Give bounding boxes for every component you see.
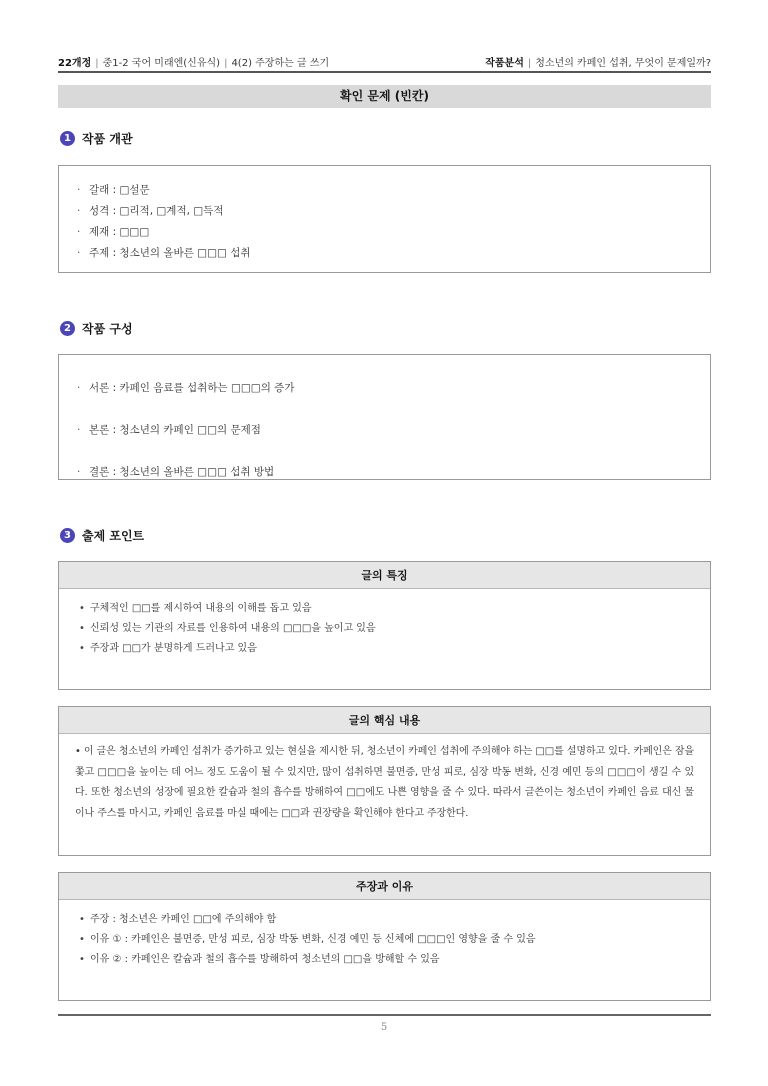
header-unit: 4(2) 주장하는 글 쓰기 [231, 58, 330, 69]
list-item: · 서론 : 카페인 음료를 섭취하는 □□□의 증가 [77, 367, 710, 409]
features-box [58, 561, 711, 690]
section-heading-structure [60, 318, 133, 338]
list-item: · 본론 : 청소년의 카페인 □□의 문제점 [77, 409, 710, 451]
features-heading: 글의 특징 [59, 562, 710, 589]
section-heading-overview [60, 128, 133, 148]
section-title: 작품 개관 [82, 131, 133, 146]
header-right [485, 54, 711, 69]
header-separator: | [224, 58, 228, 69]
list-item: • 신뢰성 있는 기관의 자료를 인용하여 내용의 □□□을 높이고 있음 [79, 619, 710, 639]
list-item: • 구체적인 □□를 제시하여 내용의 이해를 돕고 있음 [79, 599, 710, 619]
list-item: · 결론 : 청소년의 올바른 □□□ 섭취 방법 [77, 451, 710, 493]
overview-list [77, 180, 710, 264]
list-item: • 이유 ② : 카페인은 칼슘과 철의 흡수를 방해하여 청소년의 □□을 방해할 수 있음 [79, 950, 710, 970]
header-curriculum: 22개정 [58, 58, 92, 69]
footer-rule [58, 1014, 711, 1016]
structure-list [77, 367, 710, 493]
features-list [59, 589, 710, 659]
list-item: · 성격 : □리적, □계적, □득적 [77, 201, 710, 222]
section-number-badge: 1 [60, 131, 75, 146]
list-item: · 주제 : 청소년의 올바른 □□□ 섭취 [77, 243, 710, 264]
core-content-box [58, 706, 711, 856]
header-separator: | [527, 58, 532, 69]
list-item: • 주장 : 청소년은 카페인 □□에 주의해야 함 [79, 910, 710, 930]
list-item: • 이유 ① : 카페인은 불면증, 만성 피로, 심장 박동 변화, 신경 예민 등 신체에 □□□인 영향을 줄 수 있음 [79, 930, 710, 950]
overview-box [58, 165, 711, 273]
page-title: 확인 문제 (빈칸) [58, 85, 711, 108]
header-work-title: 청소년의 카페인 섭취, 무엇이 문제일까? [535, 58, 711, 69]
core-paragraph: • 이 글은 청소년의 카페인 섭취가 증가하고 있는 현실을 제시한 뒤, 청소년이 카페인 섭취에 주의해야 하는 □□를 설명하고 있다. 카페인은 잠을 쫓고 □□□을 높이는 데 어느 정도 도움이 될 수 있지만, 많이 섭취하면 불면증, 만성 피로, 심장 박동 변화, 신경 예민 등의 □□□이 생길 수 있다. 또한 청소년의 성장에 필요한 칼슘과 철의 흡수를 방해하여 □□에도 나쁜 영향을 줄 수 있다. 따라서 글쓴이는 청소년이 카페인 음료 대신 물이나 주스를 마시고, 카페인 음료를 마실 때에는 □□과 권장량을 확인해야 한다고 주장한다. [75, 746, 694, 819]
header-separator: | [95, 58, 99, 69]
list-item: · 갈래 : □설문 [77, 180, 710, 201]
claim-heading: 주장과 이유 [59, 873, 710, 900]
section-number-badge: 3 [60, 528, 75, 543]
header-left [58, 54, 329, 69]
section-number-badge: 2 [60, 321, 75, 336]
page-number: 5 [380, 1022, 388, 1033]
structure-box [58, 354, 711, 480]
core-heading: 글의 핵심 내용 [59, 707, 710, 734]
claim-list [59, 900, 710, 970]
header-course: 중1-2 국어 미래엔(신유식) [102, 58, 221, 69]
list-item: · 제재 : □□□ [77, 222, 710, 243]
header-rule [58, 71, 711, 73]
section-heading-exam-points [60, 525, 144, 545]
section-title: 작품 구성 [82, 321, 133, 336]
list-item: • 주장과 □□가 분명하게 드러나고 있음 [79, 639, 710, 659]
section-title: 출제 포인트 [82, 528, 145, 543]
running-header [58, 52, 711, 70]
header-category: 작품분석 [485, 58, 524, 69]
claim-box [58, 872, 711, 1001]
